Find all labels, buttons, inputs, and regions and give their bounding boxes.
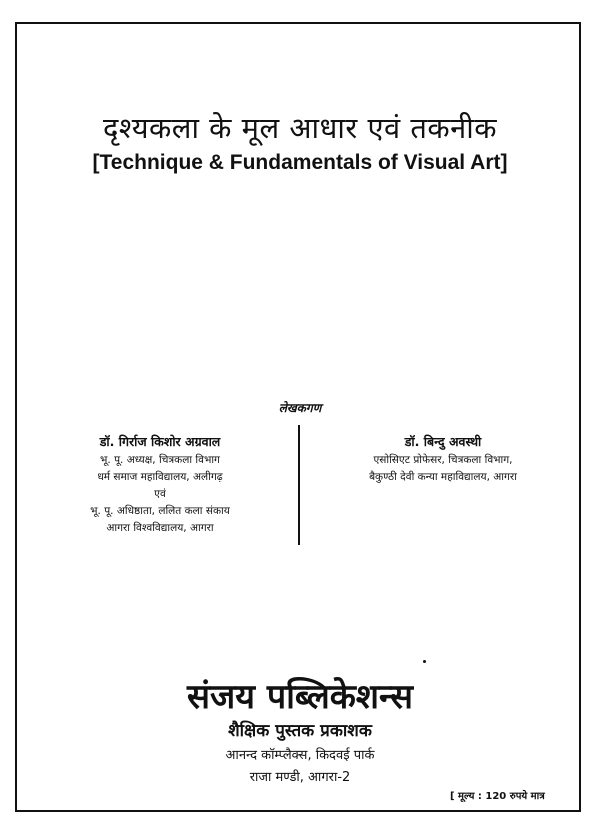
authors-heading: लेखकगण (278, 401, 322, 415)
book-title-hindi: दृश्यकला के मूल आधार एवं तकनीक (102, 111, 498, 145)
author-left-line-5: आगरा विश्वविद्यालय, आगरा (106, 522, 214, 534)
author-left-line-4: भू. पू. अधिष्ठाता, ललित कला संकाय (90, 505, 230, 517)
ink-speck (423, 660, 426, 663)
publisher-name: संजय पब्लिकेशन्स (187, 677, 413, 717)
publisher-subtitle: शैक्षिक पुस्तक प्रकाशक (228, 721, 372, 741)
author-right-block (318, 432, 568, 486)
author-left-line-1: भू. पू. अध्यक्ष, चित्रकला विभाग (100, 454, 220, 466)
author-left-line-3: एवं (154, 488, 166, 500)
book-title-english: [Technique & Fundamentals of Visual Art] (92, 151, 508, 174)
author-right-line-2: बैकुण्ठी देवी कन्या महाविद्यालय, आगरा (369, 471, 517, 483)
author-left-line-2: धर्म समाज महाविद्यालय, अलीगढ़ (97, 471, 223, 483)
publisher-address-line-1: आनन्द कॉम्प्लैक्स, किदवई पार्क (225, 748, 375, 763)
author-right-name: डॉ. बिन्दु अवस्थी (404, 434, 482, 449)
price-label: [ मूल्य : 120 रुपये मात्र (450, 791, 545, 802)
author-left-block (40, 432, 280, 537)
publisher-address-line-2: राजा मण्डी, आगरा-2 (249, 770, 351, 785)
author-left-name: डॉ. गिर्राज किशोर अग्रवाल (99, 434, 221, 449)
author-right-line-1: एसोसिएट प्रोफेसर, चित्रकला विभाग, (373, 454, 513, 466)
authors-divider (298, 425, 300, 545)
